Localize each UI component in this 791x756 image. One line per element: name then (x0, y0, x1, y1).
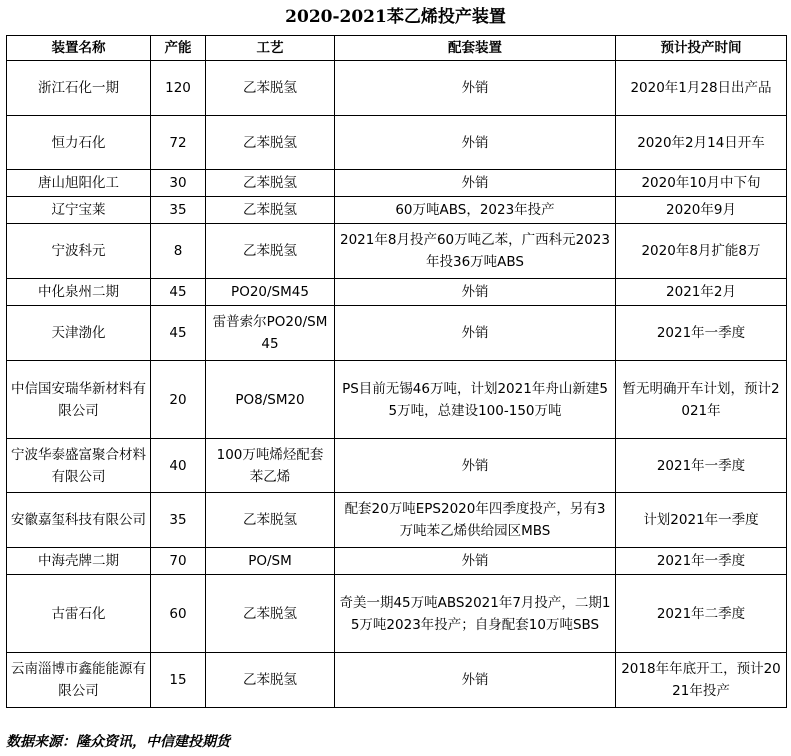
startup-time-cell: 2020年1月28日出产品 (616, 61, 787, 116)
header-supporting-units: 配套装置 (335, 36, 616, 61)
capacity-cell: 30 (151, 170, 206, 197)
table-row (7, 170, 787, 197)
table-row (7, 548, 787, 575)
capacity-cell: 45 (151, 306, 206, 361)
plant-name-cell: 古雷石化 (7, 575, 151, 653)
table-title: 2020-2021苯乙烯投产装置 (285, 7, 506, 27)
capacity-cell: 35 (151, 493, 206, 548)
plant-name-cell: 中化泉州二期 (7, 279, 151, 306)
plant-name-cell: 中海壳牌二期 (7, 548, 151, 575)
process-cell: 乙苯脱氢 (206, 575, 335, 653)
capacity-cell: 35 (151, 197, 206, 224)
plant-name-cell: 云南淄博市鑫能能源有限公司 (7, 653, 151, 708)
plant-name-cell: 安徽嘉玺科技有限公司 (7, 493, 151, 548)
supporting-units-cell: 外销 (335, 653, 616, 708)
startup-time-cell: 2021年一季度 (616, 306, 787, 361)
plant-name-cell: 宁波科元 (7, 224, 151, 279)
process-cell: 乙苯脱氢 (206, 61, 335, 116)
supporting-units-cell: 配套20万吨EPS2020年四季度投产，另有3万吨苯乙烯供给园区MBS (335, 493, 616, 548)
capacity-cell: 120 (151, 61, 206, 116)
supporting-units-cell: 外销 (335, 548, 616, 575)
startup-time-cell: 计划2021年一季度 (616, 493, 787, 548)
header-plant-name: 装置名称 (7, 36, 151, 61)
table-row (7, 361, 787, 439)
plant-table (6, 35, 787, 708)
capacity-cell: 72 (151, 116, 206, 170)
capacity-cell: 15 (151, 653, 206, 708)
process-cell: 乙苯脱氢 (206, 224, 335, 279)
startup-time-cell: 2021年2月 (616, 279, 787, 306)
table-row (7, 306, 787, 361)
process-cell: 100万吨烯烃配套苯乙烯 (206, 439, 335, 493)
process-cell: PO/SM (206, 548, 335, 575)
process-cell: 乙苯脱氢 (206, 170, 335, 197)
supporting-units-cell: 外销 (335, 279, 616, 306)
plant-name-cell: 天津渤化 (7, 306, 151, 361)
table-row (7, 197, 787, 224)
header-process: 工艺 (206, 36, 335, 61)
supporting-units-cell: 外销 (335, 306, 616, 361)
startup-time-cell: 暂无明确开车计划，预计2021年 (616, 361, 787, 439)
table-row (7, 116, 787, 170)
startup-time-cell: 2021年一季度 (616, 548, 787, 575)
startup-time-cell: 2020年8月扩能8万 (616, 224, 787, 279)
process-cell: 乙苯脱氢 (206, 493, 335, 548)
plant-name-cell: 宁波华泰盛富聚合材料有限公司 (7, 439, 151, 493)
plant-name-cell: 唐山旭阳化工 (7, 170, 151, 197)
startup-time-cell: 2021年一季度 (616, 439, 787, 493)
supporting-units-cell: 外销 (335, 116, 616, 170)
table-row (7, 224, 787, 279)
table-row (7, 575, 787, 653)
plant-name-cell: 中信国安瑞华新材料有限公司 (7, 361, 151, 439)
startup-time-cell: 2020年10月中下旬 (616, 170, 787, 197)
capacity-cell: 45 (151, 279, 206, 306)
table-row (7, 279, 787, 306)
table-row (7, 493, 787, 548)
capacity-cell: 8 (151, 224, 206, 279)
supporting-units-cell: 60万吨ABS，2023年投产 (335, 197, 616, 224)
table-row (7, 653, 787, 708)
capacity-cell: 40 (151, 439, 206, 493)
supporting-units-cell: PS目前无锡46万吨，计划2021年舟山新建55万吨，总建设100-150万吨 (335, 361, 616, 439)
plant-name-cell: 浙江石化一期 (7, 61, 151, 116)
supporting-units-cell: 外销 (335, 439, 616, 493)
process-cell: 乙苯脱氢 (206, 197, 335, 224)
startup-time-cell: 2021年二季度 (616, 575, 787, 653)
startup-time-cell: 2018年年底开工，预计2021年投产 (616, 653, 787, 708)
capacity-cell: 70 (151, 548, 206, 575)
supporting-units-cell: 外销 (335, 61, 616, 116)
header-capacity: 产能 (151, 36, 206, 61)
header-startup-time: 预计投产时间 (616, 36, 787, 61)
capacity-cell: 20 (151, 361, 206, 439)
process-cell: 乙苯脱氢 (206, 653, 335, 708)
plant-name-cell: 恒力石化 (7, 116, 151, 170)
plant-name-cell: 辽宁宝莱 (7, 197, 151, 224)
process-cell: PO20/SM45 (206, 279, 335, 306)
data-source-note: 数据来源：隆众资讯，中信建投期货 (6, 734, 230, 750)
capacity-cell: 60 (151, 575, 206, 653)
table-row (7, 439, 787, 493)
startup-time-cell: 2020年9月 (616, 197, 787, 224)
supporting-units-cell: 奇美一期45万吨ABS2021年7月投产，二期15万吨2023年投产；自身配套10万吨SBS (335, 575, 616, 653)
process-cell: 乙苯脱氢 (206, 116, 335, 170)
process-cell: PO8/SM20 (206, 361, 335, 439)
supporting-units-cell: 外销 (335, 170, 616, 197)
table-row (7, 61, 787, 116)
process-cell: 雷普索尔PO20/SM45 (206, 306, 335, 361)
startup-time-cell: 2020年2月14日开车 (616, 116, 787, 170)
header-row (7, 36, 787, 61)
supporting-units-cell: 2021年8月投产60万吨乙苯，广西科元2023年投36万吨ABS (335, 224, 616, 279)
